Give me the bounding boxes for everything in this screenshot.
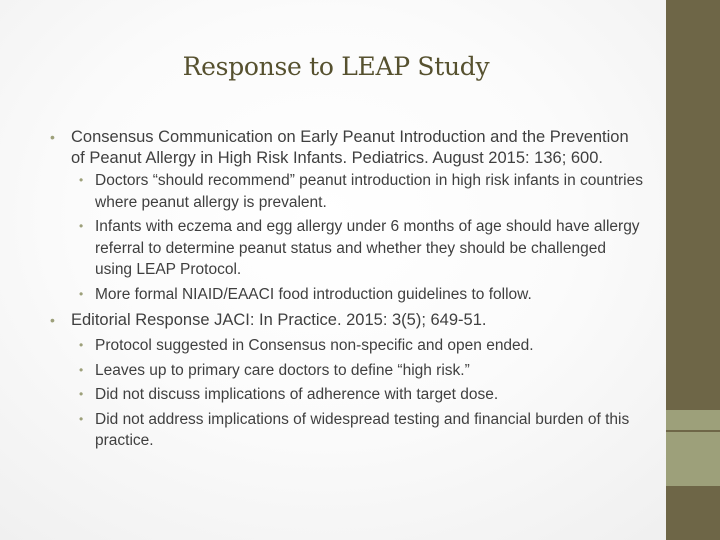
sub-bullet-icon: • xyxy=(79,173,84,187)
slide-title: Response to LEAP Study xyxy=(182,52,490,81)
bullet-text: Consensus Communication on Early Peanut Introduction and the Prevention of Peanut Allergy in High Risk Infants. Pediatrics. August 2015: 136; 600. xyxy=(71,128,629,167)
sub-bullet-text: Leaves up to primary care doctors to define “high risk.” xyxy=(95,361,470,379)
sub-bullet-item xyxy=(71,335,645,357)
sub-bullet-text: More formal NIAID/EAACI food introduction guidelines to follow. xyxy=(95,285,532,303)
bullet-text: Editorial Response JACI: In Practice. 2015: 3(5); 649-51. xyxy=(71,311,487,329)
sub-bullet-icon: • xyxy=(79,411,84,426)
bullet-list xyxy=(30,127,645,452)
sub-bullet-icon: • xyxy=(79,362,84,377)
sub-bullet-item xyxy=(71,384,645,406)
bullet-icon: • xyxy=(50,129,55,145)
sub-bullet-text: Infants with eczema and egg allergy under 6 months of age should have allergy referral to determine peanut status and whether they should be challenged using LEAP Protocol. xyxy=(95,218,640,278)
sub-bullet-text: Doctors “should recommend” peanut introduction in high risk infants in countries where peanut allergy is prevalent. xyxy=(95,172,643,211)
sub-bullet-icon: • xyxy=(79,338,84,352)
sub-bullet-icon: • xyxy=(79,219,84,233)
sub-bullet-list xyxy=(71,170,645,305)
sub-bullet-item xyxy=(71,360,645,382)
bullet-icon: • xyxy=(50,312,55,328)
bullet-item xyxy=(30,310,645,452)
bullet-item xyxy=(30,127,645,305)
sub-bullet-text: Did not address implications of widespread testing and financial burden of this practice. xyxy=(95,410,630,449)
side-accent-bar xyxy=(666,0,720,540)
side-stripe-thin xyxy=(666,410,720,430)
sub-bullet-item xyxy=(71,409,645,452)
sub-bullet-list xyxy=(71,335,645,452)
sub-bullet-icon: • xyxy=(79,286,84,301)
sub-bullet-item xyxy=(71,170,645,213)
sub-bullet-icon: • xyxy=(79,387,84,401)
slide-content xyxy=(30,127,645,457)
sub-bullet-text: Protocol suggested in Consensus non-specific and open ended. xyxy=(95,337,534,354)
sub-bullet-text: Did not discuss implications of adherence with target dose. xyxy=(95,386,499,403)
sub-bullet-item xyxy=(71,216,645,281)
sub-bullet-item xyxy=(71,284,645,306)
side-stripe-thick xyxy=(666,432,720,486)
